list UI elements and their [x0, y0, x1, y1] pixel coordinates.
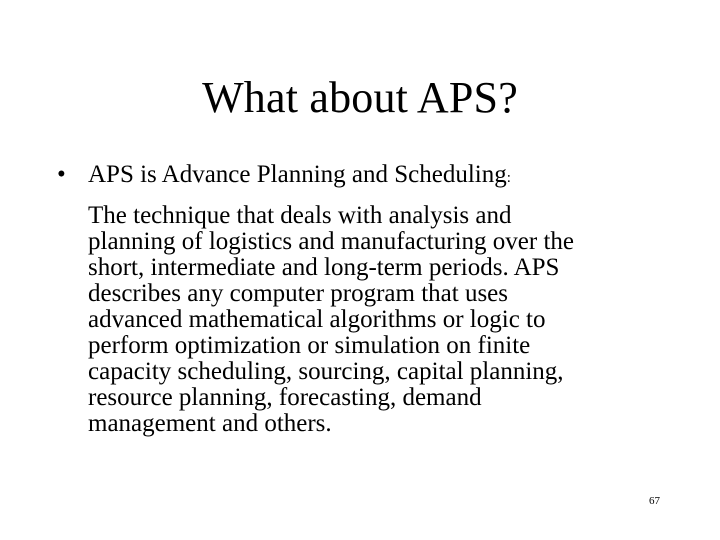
definition-line: The technique that deals with analysis and [88, 202, 512, 229]
definition-line: advanced mathematical algorithms or logic to [88, 306, 546, 333]
definition-line: perform optimization or simulation on finite [88, 332, 531, 359]
bullet-text: APS is Advance Planning and Scheduling [88, 161, 507, 188]
definition-line: planning of logistics and manufacturing over the [88, 228, 574, 255]
definition-line: capacity scheduling, sourcing, capital planning, [88, 358, 564, 385]
definition-line: resource planning, forecasting, demand [88, 384, 482, 411]
definition-line: short, intermediate and long-term periods. APS [88, 254, 560, 281]
definition-line: describes any computer program that uses [88, 280, 509, 307]
bullet-colon: : [506, 170, 511, 186]
bullet-item [57, 160, 511, 193]
page-number: 67 [649, 495, 660, 507]
bullet-icon: • [57, 161, 66, 188]
slide-title: What about APS? [202, 73, 518, 122]
definition-paragraph [88, 203, 648, 437]
definition-line: management and others. [88, 410, 332, 437]
